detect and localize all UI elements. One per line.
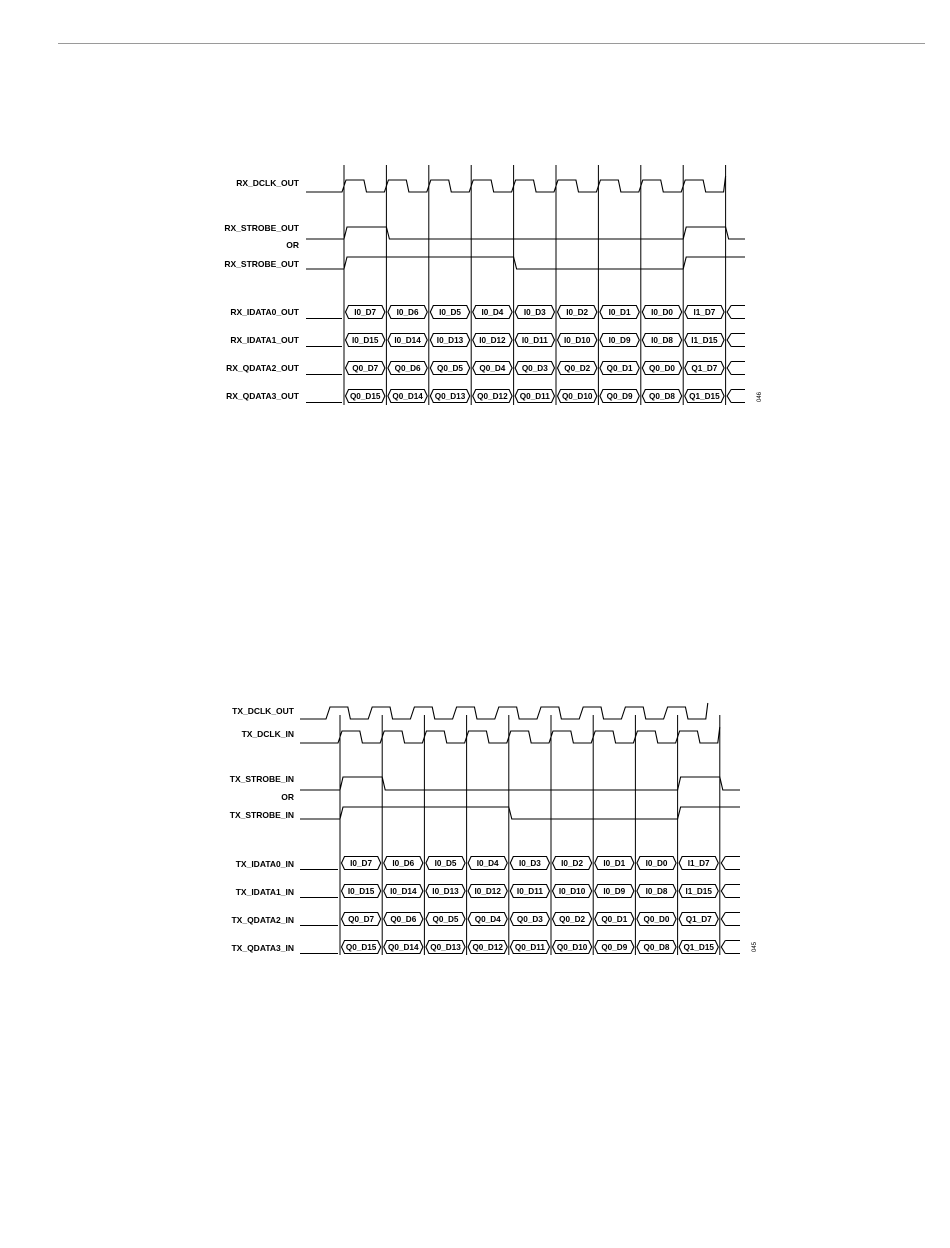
tx-bus-cell-label: Q0_D7	[348, 915, 375, 924]
rx-bus-cell-label: I0_D12	[479, 336, 506, 345]
rx-bus-cell-label: Q0_D6	[394, 364, 421, 373]
rx-bus-cell-label: I0_D8	[651, 336, 673, 345]
tx-bus-trail	[721, 913, 725, 926]
tx-qdata3-in-label: TX_QDATA3_IN	[231, 943, 294, 953]
rx-bus-cell-label: Q0_D2	[564, 364, 591, 373]
rx-bus-cell-label: I0_D14	[394, 336, 421, 345]
rx-figure-id: 046	[757, 391, 763, 402]
rx-bus-cell-label: Q0_D10	[561, 392, 593, 401]
tx-bus-cell-label: Q0_D1	[601, 915, 628, 924]
rx-bus-cell-label: I0_D13	[436, 336, 464, 345]
rx-dclk-out-label: RX_DCLK_OUT	[236, 178, 299, 188]
rx-bus-cell-label: Q0_D11	[519, 392, 550, 401]
tx-waveforms	[300, 703, 740, 819]
tx-bus-trail	[721, 941, 725, 954]
rx-clock-waveform	[306, 176, 726, 192]
tx-strobe-in-label-a: TX_STROBE_IN	[229, 774, 294, 784]
rx-waveforms	[306, 176, 745, 269]
tx-bus-cell-label: I1_D15	[685, 887, 712, 896]
tx-buses	[300, 857, 740, 954]
tx-bus-cell-label: Q1_D7	[685, 915, 712, 924]
rx-bus-cell-label: I0_D6	[396, 308, 419, 317]
rx-qdata2-out-label: RX_QDATA2_OUT	[226, 363, 299, 373]
rx-bus-cell-label: I0_D2	[566, 308, 589, 317]
tx-strobe-in-label-b: TX_STROBE_IN	[229, 810, 294, 820]
tx-bus-trail	[721, 857, 725, 870]
tx-bus-cell-label: I0_D2	[561, 859, 584, 868]
tx-bus-cell-label: Q0_D9	[601, 943, 628, 952]
tx-bus-trail-lines	[725, 941, 740, 954]
tx-bus-cell-label: I0_D5	[434, 859, 457, 868]
tx-bus-cell-label: Q0_D12	[472, 943, 503, 952]
rx-bus-trail-lines	[731, 334, 745, 347]
rx-bus-cell-label: Q0_D0	[649, 364, 675, 373]
tx-bus-trail-lines	[725, 885, 740, 898]
tx-bus-cell-label: I0_D11	[516, 887, 543, 896]
tx-bus-cell-label: I0_D12	[474, 887, 501, 896]
rx-qdata3-out-label: RX_QDATA3_OUT	[226, 391, 299, 401]
tx-idata1-in-label: TX_IDATA1_IN	[235, 887, 294, 897]
rx-bus-cell-label: Q0_D13	[434, 392, 466, 401]
tx-bus-cell-label: Q0_D15	[345, 943, 377, 952]
rx-bus-trail-lines	[731, 362, 745, 375]
tx-bus-cell-label: I0_D9	[603, 887, 626, 896]
tx-bus-cell-label: Q0_D10	[556, 943, 588, 952]
rx-bus-cell-label: I0_D5	[439, 308, 461, 317]
rx-bus-cell-label: I0_D7	[354, 308, 377, 317]
tx-bus-cell-label: Q0_D0	[643, 915, 670, 924]
rx-or-label: OR	[286, 240, 299, 250]
tx-bus-cell-label: I0_D7	[350, 859, 373, 868]
tx-figure-id: 045	[752, 941, 758, 952]
tx-bus-cell-label: I0_D3	[518, 859, 541, 868]
tx-bus-cell-label: I1_D7	[687, 859, 710, 868]
tx-bus-trail-lines	[725, 913, 740, 926]
tx-strobe-a-waveform	[300, 777, 740, 790]
rx-strobe-b-waveform	[306, 257, 745, 269]
rx-bus-cell-label: Q0_D1	[606, 364, 633, 373]
tx-bus-cell-label: Q0_D8	[643, 943, 670, 952]
rx-bus-cell-label: I0_D9	[608, 336, 631, 345]
rx-bus-cell-label: Q0_D5	[437, 364, 463, 373]
tx-bus-cell-label: I0_D6	[392, 859, 415, 868]
tx-bus-cell-label: Q0_D3	[516, 915, 543, 924]
rx-idata0-out-label: RX_IDATA0_OUT	[230, 307, 299, 317]
tx-clock-waveform	[300, 727, 720, 743]
tx-dclk-in-label: TX_DCLK_IN	[241, 729, 294, 739]
tx-bus-cell-label: I0_D0	[645, 859, 668, 868]
rx-strobe-out-label-b: RX_STROBE_OUT	[224, 259, 299, 269]
tx-bus-cell-label: Q0_D2	[559, 915, 586, 924]
rx-bus-cell-label: I0_D10	[563, 336, 591, 345]
tx-or-label: OR	[281, 792, 294, 802]
rx-strobe-out-label-a: RX_STROBE_OUT	[224, 223, 299, 233]
rx-bus-cell-label: I0_D1	[608, 308, 631, 317]
tx-clock-waveform	[300, 703, 708, 719]
tx-bus-cell-label: I0_D13	[432, 887, 459, 896]
tx-bus-cell-label: Q0_D6	[390, 915, 417, 924]
tx-bus-cell-label: I0_D14	[390, 887, 417, 896]
tx-bus-cell-label: I0_D15	[347, 887, 375, 896]
rx-bus-cell-label: Q0_D12	[477, 392, 508, 401]
rx-bus-trail	[727, 362, 731, 375]
tx-bus-cell-label: Q0_D11	[514, 943, 545, 952]
rx-bus-trail	[727, 390, 731, 403]
rx-bus-cell-label: Q0_D8	[649, 392, 675, 401]
tx-qdata2-in-label: TX_QDATA2_IN	[231, 915, 294, 925]
rx-bus-cell-label: Q0_D7	[352, 364, 379, 373]
rx-bus-trail-lines	[731, 390, 745, 403]
rx-bus-cell-label: I0_D4	[481, 308, 504, 317]
rx-bus-cell-label: I0_D0	[651, 308, 673, 317]
rx-bus-cell-label: I1_D7	[693, 308, 716, 317]
rx-bus-trail-lines	[731, 306, 745, 319]
tx-idata0-in-label: TX_IDATA0_IN	[235, 859, 294, 869]
tx-bus-trail-lines	[725, 857, 740, 870]
rx-buses	[306, 306, 745, 403]
tx-bus-cell-label: I0_D1	[603, 859, 626, 868]
rx-strobe-a-waveform	[306, 227, 745, 239]
tx-bus-cell-label: I0_D4	[476, 859, 499, 868]
rx-bus-cell-label: I0_D11	[521, 336, 548, 345]
rx-idata1-out-label: RX_IDATA1_OUT	[230, 335, 299, 345]
rx-bus-cell-label: Q0_D3	[521, 364, 548, 373]
rx-bus-cell-label: Q1_D15	[689, 392, 720, 401]
rx-bus-cell-label: I0_D3	[523, 308, 546, 317]
tx-bus-trail	[721, 885, 725, 898]
rx-bus-cell-label: Q0_D15	[349, 392, 381, 401]
tx-strobe-b-waveform	[300, 807, 740, 819]
rx-bus-cell-label: Q0_D9	[606, 392, 633, 401]
rx-bus-trail	[727, 334, 731, 347]
tx-bus-cell-label: Q1_D15	[683, 943, 714, 952]
rx-bus-trail	[727, 306, 731, 319]
tx-bus-cell-label: Q0_D14	[388, 943, 419, 952]
rx-bus-cell-label: I1_D15	[691, 336, 718, 345]
tx-bus-cell-label: Q0_D4	[474, 915, 501, 924]
tx-bus-cell-label: I0_D10	[558, 887, 586, 896]
tx-bus-cell-label: Q0_D13	[430, 943, 461, 952]
rx-bus-cell-label: I0_D15	[351, 336, 379, 345]
tx-bus-cell-label: I0_D8	[645, 887, 668, 896]
rx-bus-cell-label: Q0_D14	[392, 392, 423, 401]
tx-bus-cell-label: Q0_D5	[432, 915, 459, 924]
rx-bus-cell-label: Q0_D4	[479, 364, 506, 373]
tx-dclk-out-label: TX_DCLK_OUT	[232, 706, 294, 716]
rx-bus-cell-label: Q1_D7	[691, 364, 718, 373]
